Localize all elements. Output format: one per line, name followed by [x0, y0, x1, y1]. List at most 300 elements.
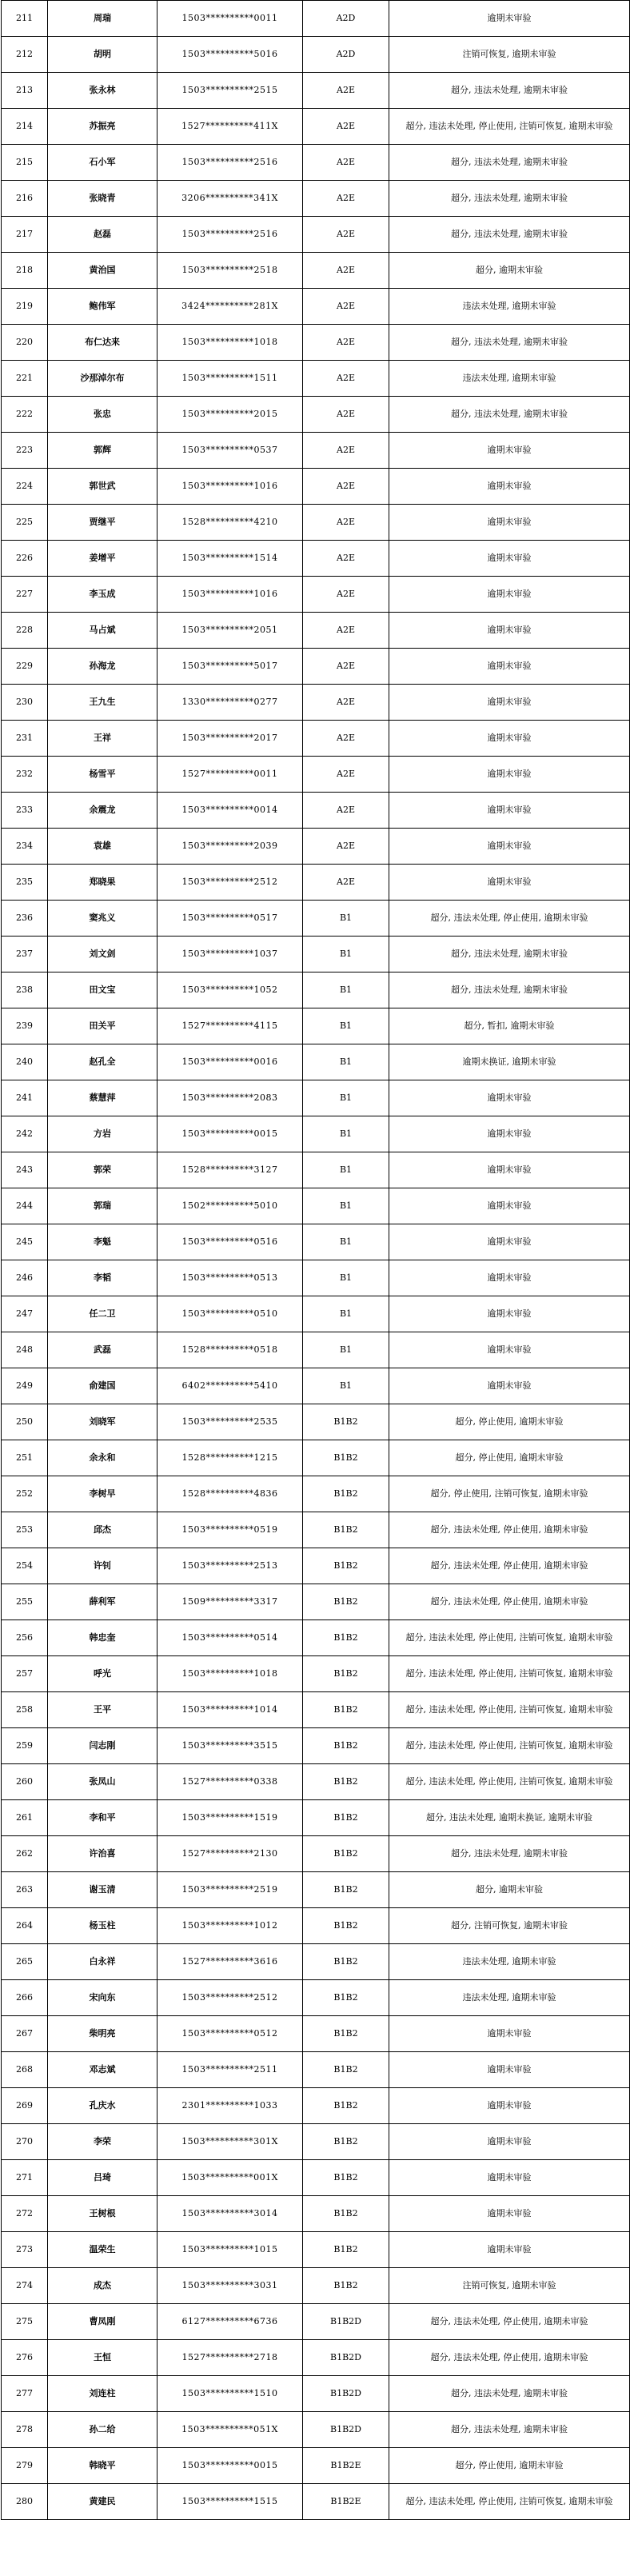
- id-number: 1503**********0011: [158, 1, 303, 37]
- row-number: 247: [2, 1296, 48, 1332]
- id-number: 6127**********6736: [158, 2304, 303, 2340]
- table-row: [2, 1224, 630, 1260]
- table-row: [2, 1908, 630, 1944]
- table-row: [2, 1440, 630, 1476]
- license-class: B1: [303, 1152, 389, 1188]
- id-number: 1330**********0277: [158, 685, 303, 721]
- row-number: 274: [2, 2268, 48, 2304]
- table-row: [2, 1584, 630, 1620]
- license-class: A2E: [303, 181, 389, 217]
- driver-name: 马占斌: [48, 613, 158, 649]
- row-number: 245: [2, 1224, 48, 1260]
- row-number: 233: [2, 793, 48, 829]
- id-number: 1503**********0519: [158, 1512, 303, 1548]
- table-row: [2, 433, 630, 469]
- license-class: A2E: [303, 145, 389, 181]
- id-number: 1528**********4210: [158, 505, 303, 541]
- id-number: 2301**********1033: [158, 2088, 303, 2124]
- license-status: 超分, 违法未处理, 逾期未审验: [389, 972, 630, 1008]
- license-class: A2E: [303, 433, 389, 469]
- table-row: [2, 757, 630, 793]
- id-number: 1503**********0537: [158, 433, 303, 469]
- table-row: [2, 73, 630, 109]
- id-number: 1503**********3515: [158, 1728, 303, 1764]
- table-row: [2, 361, 630, 397]
- license-status: 逾期未审验: [389, 1080, 630, 1116]
- row-number: 259: [2, 1728, 48, 1764]
- license-class: A2E: [303, 397, 389, 433]
- license-status: 超分, 违法未处理, 逾期未审验: [389, 181, 630, 217]
- driver-name: 李和平: [48, 1800, 158, 1836]
- row-number: 211: [2, 1, 48, 37]
- license-class: B1B2: [303, 2232, 389, 2268]
- table-row: [2, 181, 630, 217]
- driver-name: 韩晓平: [48, 2448, 158, 2484]
- license-class: A2E: [303, 109, 389, 145]
- driver-name: 张晓青: [48, 181, 158, 217]
- id-number: 1528**********0518: [158, 1332, 303, 1368]
- driver-name: 田关平: [48, 1008, 158, 1044]
- license-status: 超分, 违法未处理, 逾期未审验: [389, 217, 630, 253]
- table-row: [2, 109, 630, 145]
- row-number: 273: [2, 2232, 48, 2268]
- table-row: [2, 901, 630, 937]
- table-body: [2, 1, 630, 2520]
- license-class: A2E: [303, 577, 389, 613]
- license-class: B1B2: [303, 1764, 389, 1800]
- driver-name: 蔡慧萍: [48, 1080, 158, 1116]
- id-number: 1503**********0014: [158, 793, 303, 829]
- table-row: [2, 1404, 630, 1440]
- license-status: 违法未处理, 逾期未审验: [389, 289, 630, 325]
- row-number: 221: [2, 361, 48, 397]
- driver-name: 赵孔全: [48, 1044, 158, 1080]
- license-status: 逾期未审验: [389, 577, 630, 613]
- row-number: 266: [2, 1980, 48, 2016]
- driver-name: 温荣生: [48, 2232, 158, 2268]
- license-status: 超分, 违法未处理, 停止使用, 逾期未审验: [389, 2304, 630, 2340]
- table-row: [2, 1512, 630, 1548]
- license-status: 超分, 违法未处理, 停止使用, 逾期未审验: [389, 2340, 630, 2376]
- table-row: [2, 2016, 630, 2052]
- license-status: 超分, 注销可恢复, 逾期未审验: [389, 1908, 630, 1944]
- table-row: [2, 649, 630, 685]
- id-number: 1527**********3616: [158, 1944, 303, 1980]
- license-status: 逾期未审验: [389, 1152, 630, 1188]
- row-number: 225: [2, 505, 48, 541]
- driver-name: 曹凤刚: [48, 2304, 158, 2340]
- id-number: 1503**********2015: [158, 397, 303, 433]
- row-number: 227: [2, 577, 48, 613]
- table-row: [2, 1728, 630, 1764]
- license-class: B1B2: [303, 1620, 389, 1656]
- id-number: 1503**********0516: [158, 1224, 303, 1260]
- row-number: 212: [2, 37, 48, 73]
- table-row: [2, 1980, 630, 2016]
- driver-name: 柴明亮: [48, 2016, 158, 2052]
- license-status: 逾期未审验: [389, 1296, 630, 1332]
- row-number: 250: [2, 1404, 48, 1440]
- license-class: B1B2: [303, 1908, 389, 1944]
- driver-name: 许钊: [48, 1548, 158, 1584]
- license-status: 逾期未审验: [389, 1188, 630, 1224]
- driver-name: 郭瑞: [48, 1188, 158, 1224]
- license-status: 超分, 违法未处理, 停止使用, 逾期未审验: [389, 1512, 630, 1548]
- driver-name: 谢玉清: [48, 1872, 158, 1908]
- driver-name: 薛利军: [48, 1584, 158, 1620]
- id-number: 1503**********2515: [158, 73, 303, 109]
- id-number: 1503**********2511: [158, 2052, 303, 2088]
- row-number: 279: [2, 2448, 48, 2484]
- license-status: 超分, 违法未处理, 逾期未审验: [389, 73, 630, 109]
- license-class: B1B2: [303, 1692, 389, 1728]
- license-class: A2E: [303, 829, 389, 865]
- license-status: 违法未处理, 逾期未审验: [389, 1944, 630, 1980]
- table-row: [2, 1152, 630, 1188]
- driver-name: 张凤山: [48, 1764, 158, 1800]
- table-row: [2, 253, 630, 289]
- driver-name: 王祥: [48, 721, 158, 757]
- row-number: 276: [2, 2340, 48, 2376]
- license-status: 超分, 违法未处理, 停止使用, 注销可恢复, 逾期未审验: [389, 109, 630, 145]
- license-status: 超分, 停止使用, 逾期未审验: [389, 1404, 630, 1440]
- license-status: 超分, 违法未处理, 停止使用, 逾期未审验: [389, 1548, 630, 1584]
- id-number: 1503**********301X: [158, 2124, 303, 2160]
- id-number: 1503**********1511: [158, 361, 303, 397]
- table-row: [2, 1116, 630, 1152]
- table-row: [2, 2448, 630, 2484]
- table-row: [2, 1008, 630, 1044]
- license-class: A2E: [303, 757, 389, 793]
- license-status: 超分, 违法未处理, 停止使用, 注销可恢复, 逾期未审验: [389, 1656, 630, 1692]
- driver-name: 沙那淖尔布: [48, 361, 158, 397]
- license-status: 逾期未审验: [389, 2052, 630, 2088]
- license-class: B1: [303, 1188, 389, 1224]
- table-row: [2, 1764, 630, 1800]
- license-class: B1B2: [303, 1476, 389, 1512]
- table-row: [2, 685, 630, 721]
- driver-name: 杨雪平: [48, 757, 158, 793]
- driver-name: 田文宝: [48, 972, 158, 1008]
- id-number: 1503**********1515: [158, 2484, 303, 2520]
- license-class: A2E: [303, 469, 389, 505]
- driver-name: 李树早: [48, 1476, 158, 1512]
- license-class: B1B2: [303, 1440, 389, 1476]
- table-row: [2, 577, 630, 613]
- license-status: 超分, 违法未处理, 逾期未审验: [389, 2376, 630, 2412]
- table-row: [2, 2304, 630, 2340]
- license-status: 逾期未审验: [389, 2016, 630, 2052]
- table-row: [2, 2088, 630, 2124]
- license-class: A2E: [303, 721, 389, 757]
- driver-name: 韩忠奎: [48, 1620, 158, 1656]
- table-row: [2, 217, 630, 253]
- row-number: 280: [2, 2484, 48, 2520]
- id-number: 1503**********5017: [158, 649, 303, 685]
- license-status: 逾期未审验: [389, 1116, 630, 1152]
- driver-name: 白永祥: [48, 1944, 158, 1980]
- license-status: 逾期未审验: [389, 1224, 630, 1260]
- license-status: 逾期未审验: [389, 1332, 630, 1368]
- id-number: 6402**********5410: [158, 1368, 303, 1404]
- license-status: 违法未处理, 逾期未审验: [389, 361, 630, 397]
- id-number: 1503**********0016: [158, 1044, 303, 1080]
- driver-name: 赵磊: [48, 217, 158, 253]
- id-number: 1503**********2516: [158, 145, 303, 181]
- license-status: 违法未处理, 逾期未审验: [389, 1980, 630, 2016]
- id-number: 1503**********3014: [158, 2196, 303, 2232]
- table-row: [2, 1836, 630, 1872]
- row-number: 277: [2, 2376, 48, 2412]
- id-number: 1502**********5010: [158, 1188, 303, 1224]
- id-number: 1528**********1215: [158, 1440, 303, 1476]
- license-status: 逾期未审验: [389, 721, 630, 757]
- table-row: [2, 1188, 630, 1224]
- table-row: [2, 1296, 630, 1332]
- row-number: 243: [2, 1152, 48, 1188]
- license-class: B1B2: [303, 1656, 389, 1692]
- table-row: [2, 2484, 630, 2520]
- driver-name: 周瑞: [48, 1, 158, 37]
- table-row: [2, 145, 630, 181]
- license-class: B1B2: [303, 1800, 389, 1836]
- table-row: [2, 2196, 630, 2232]
- table-row: [2, 1692, 630, 1728]
- license-status: 逾期未审验: [389, 2196, 630, 2232]
- license-status: 逾期未审验: [389, 469, 630, 505]
- id-number: 1527**********0011: [158, 757, 303, 793]
- license-class: B1B2: [303, 1728, 389, 1764]
- driver-name: 王平: [48, 1692, 158, 1728]
- table-row: [2, 613, 630, 649]
- driver-name: 方岩: [48, 1116, 158, 1152]
- table-row: [2, 325, 630, 361]
- id-number: 1527**********0338: [158, 1764, 303, 1800]
- license-class: B1: [303, 1080, 389, 1116]
- driver-name: 黄治国: [48, 253, 158, 289]
- driver-name: 王恒: [48, 2340, 158, 2376]
- table-row: [2, 469, 630, 505]
- row-number: 264: [2, 1908, 48, 1944]
- table-row: [2, 2160, 630, 2196]
- license-class: B1B2: [303, 2016, 389, 2052]
- id-number: 1503**********2039: [158, 829, 303, 865]
- license-class: B1B2: [303, 1836, 389, 1872]
- driver-name: 宋向东: [48, 1980, 158, 2016]
- license-status: 超分, 违法未处理, 停止使用, 注销可恢复, 逾期未审验: [389, 2484, 630, 2520]
- license-status: 超分, 违法未处理, 逾期未审验: [389, 397, 630, 433]
- row-number: 272: [2, 2196, 48, 2232]
- row-number: 248: [2, 1332, 48, 1368]
- license-class: A2E: [303, 865, 389, 901]
- license-status: 逾期未审验: [389, 2160, 630, 2196]
- license-class: A2E: [303, 541, 389, 577]
- table-row: [2, 937, 630, 972]
- row-number: 269: [2, 2088, 48, 2124]
- table-row: [2, 289, 630, 325]
- driver-name: 任二卫: [48, 1296, 158, 1332]
- row-number: 252: [2, 1476, 48, 1512]
- table-row: [2, 2376, 630, 2412]
- driver-name: 刘连柱: [48, 2376, 158, 2412]
- license-class: A2E: [303, 217, 389, 253]
- license-status: 逾期未审验: [389, 685, 630, 721]
- driver-name: 刘晓军: [48, 1404, 158, 1440]
- license-status: 逾期未审验: [389, 2232, 630, 2268]
- license-status: 超分, 违法未处理, 停止使用, 逾期未审验: [389, 1584, 630, 1620]
- table-row: [2, 793, 630, 829]
- row-number: 224: [2, 469, 48, 505]
- row-number: 251: [2, 1440, 48, 1476]
- table-row: [2, 397, 630, 433]
- table-row: [2, 1476, 630, 1512]
- driver-name: 郭辉: [48, 433, 158, 469]
- row-number: 268: [2, 2052, 48, 2088]
- id-number: 1503**********001X: [158, 2160, 303, 2196]
- driver-name: 苏振亮: [48, 109, 158, 145]
- id-number: 1503**********1037: [158, 937, 303, 972]
- row-number: 246: [2, 1260, 48, 1296]
- row-number: 235: [2, 865, 48, 901]
- row-number: 218: [2, 253, 48, 289]
- license-status: 逾期未审验: [389, 757, 630, 793]
- id-number: 1527**********4115: [158, 1008, 303, 1044]
- license-status: 逾期未换证, 逾期未审验: [389, 1044, 630, 1080]
- driver-name: 俞建国: [48, 1368, 158, 1404]
- id-number: 1527**********2718: [158, 2340, 303, 2376]
- id-number: 3206**********341X: [158, 181, 303, 217]
- table-row: [2, 1548, 630, 1584]
- driver-name: 邓志斌: [48, 2052, 158, 2088]
- license-status: 逾期未审验: [389, 2124, 630, 2160]
- row-number: 255: [2, 1584, 48, 1620]
- driver-name: 张永林: [48, 73, 158, 109]
- driver-name: 贾继平: [48, 505, 158, 541]
- table-row: [2, 2232, 630, 2268]
- driver-name: 姜增平: [48, 541, 158, 577]
- license-class: A2E: [303, 649, 389, 685]
- license-class: A2E: [303, 613, 389, 649]
- license-status: 超分, 违法未处理, 逾期未审验: [389, 937, 630, 972]
- license-class: A2E: [303, 325, 389, 361]
- row-number: 222: [2, 397, 48, 433]
- id-number: 1503**********1012: [158, 1908, 303, 1944]
- license-class: A2E: [303, 73, 389, 109]
- id-number: 1503**********5016: [158, 37, 303, 73]
- license-status: 超分, 违法未处理, 停止使用, 逾期未审验: [389, 901, 630, 937]
- driver-name: 呼光: [48, 1656, 158, 1692]
- driver-name: 许治喜: [48, 1836, 158, 1872]
- table-row: [2, 2268, 630, 2304]
- driver-name: 孙海龙: [48, 649, 158, 685]
- id-number: 1503**********2518: [158, 253, 303, 289]
- table-row: [2, 1872, 630, 1908]
- driver-name: 黄建民: [48, 2484, 158, 2520]
- id-number: 1503**********2512: [158, 1980, 303, 2016]
- driver-name: 邱杰: [48, 1512, 158, 1548]
- license-status: 超分, 违法未处理, 逾期未审验: [389, 2412, 630, 2448]
- license-class: B1B2: [303, 1944, 389, 1980]
- id-number: 1503**********2513: [158, 1548, 303, 1584]
- row-number: 275: [2, 2304, 48, 2340]
- license-class: A2D: [303, 1, 389, 37]
- driver-name: 郭荣: [48, 1152, 158, 1188]
- driver-name: 郑晓果: [48, 865, 158, 901]
- table-row: [2, 1332, 630, 1368]
- id-number: 1527**********2130: [158, 1836, 303, 1872]
- license-status: 逾期未审验: [389, 1260, 630, 1296]
- driver-name: 孔庆水: [48, 2088, 158, 2124]
- table-row: [2, 1944, 630, 1980]
- driver-name: 成杰: [48, 2268, 158, 2304]
- table-row: [2, 865, 630, 901]
- row-number: 238: [2, 972, 48, 1008]
- driver-name: 王九生: [48, 685, 158, 721]
- license-class: A2E: [303, 289, 389, 325]
- row-number: 261: [2, 1800, 48, 1836]
- license-class: B1: [303, 1296, 389, 1332]
- id-number: 1509**********3317: [158, 1584, 303, 1620]
- license-class: B1B2: [303, 1980, 389, 2016]
- id-number: 1503**********3031: [158, 2268, 303, 2304]
- id-number: 1503**********1016: [158, 469, 303, 505]
- table-row: [2, 2052, 630, 2088]
- id-number: 1503**********0510: [158, 1296, 303, 1332]
- license-class: A2E: [303, 685, 389, 721]
- license-class: A2E: [303, 253, 389, 289]
- license-class: B1B2E: [303, 2448, 389, 2484]
- driver-name: 张忠: [48, 397, 158, 433]
- driver-name: 刘文剑: [48, 937, 158, 972]
- license-status: 逾期未审验: [389, 433, 630, 469]
- row-number: 244: [2, 1188, 48, 1224]
- license-status: 超分, 违法未处理, 停止使用, 注销可恢复, 逾期未审验: [389, 1620, 630, 1656]
- license-class: B1B2: [303, 2196, 389, 2232]
- driver-name: 鲍伟军: [48, 289, 158, 325]
- table-row: [2, 1044, 630, 1080]
- license-class: B1: [303, 972, 389, 1008]
- license-status: 超分, 逾期未审验: [389, 1872, 630, 1908]
- id-number: 1503**********1519: [158, 1800, 303, 1836]
- driver-name: 李魁: [48, 1224, 158, 1260]
- license-class: B1B2: [303, 2268, 389, 2304]
- row-number: 270: [2, 2124, 48, 2160]
- table-row: [2, 37, 630, 73]
- license-status: 超分, 停止使用, 逾期未审验: [389, 2448, 630, 2484]
- license-status: 注销可恢复, 逾期未审验: [389, 2268, 630, 2304]
- table-row: [2, 721, 630, 757]
- id-number: 1503**********1018: [158, 325, 303, 361]
- row-number: 253: [2, 1512, 48, 1548]
- id-number: 1503**********2512: [158, 865, 303, 901]
- driver-name: 李玉成: [48, 577, 158, 613]
- driver-name: 胡明: [48, 37, 158, 73]
- row-number: 267: [2, 2016, 48, 2052]
- license-class: B1B2: [303, 1584, 389, 1620]
- id-number: 1503**********2516: [158, 217, 303, 253]
- row-number: 230: [2, 685, 48, 721]
- license-class: B1B2: [303, 2052, 389, 2088]
- license-class: B1B2: [303, 1512, 389, 1548]
- driver-name: 石小军: [48, 145, 158, 181]
- row-number: 241: [2, 1080, 48, 1116]
- driver-name: 李荣: [48, 2124, 158, 2160]
- license-status: 超分, 停止使用, 逾期未审验: [389, 1440, 630, 1476]
- row-number: 215: [2, 145, 48, 181]
- id-number: 1527**********411X: [158, 109, 303, 145]
- license-class: B1: [303, 1044, 389, 1080]
- id-number: 1503**********0513: [158, 1260, 303, 1296]
